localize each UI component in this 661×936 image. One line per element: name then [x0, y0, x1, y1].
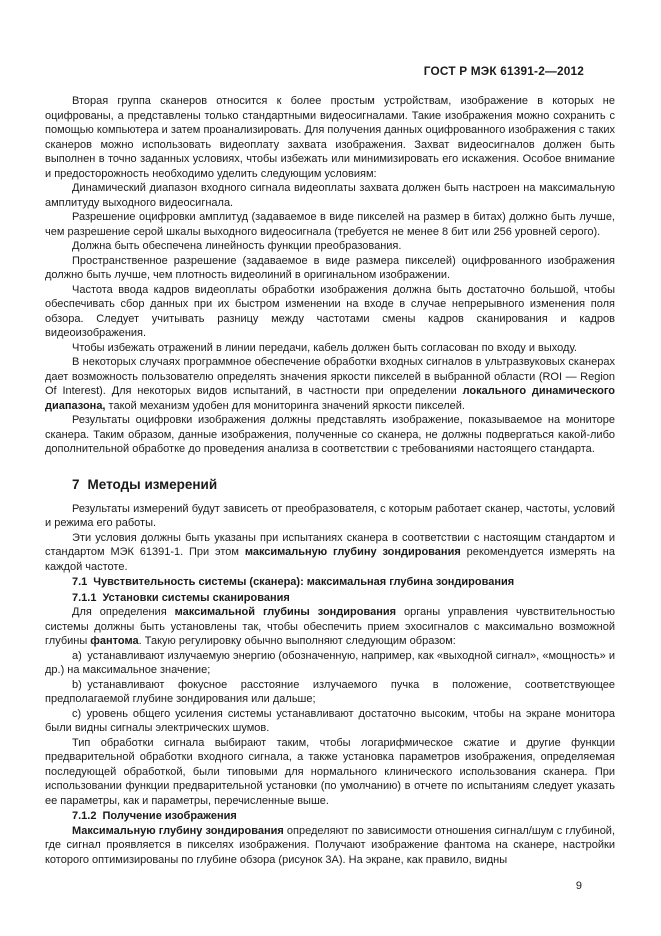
paragraph-08-bold-term: локального динамического диапазона, [45, 385, 615, 412]
section-heading-7 [45, 477, 615, 493]
paragraph-12-text-2: органы управления чувствительностью системы должны быть установлены так, чтобы обеспечить прием эхосигналов с максимально возможной глубины [45, 606, 615, 647]
section-number: 7 [72, 476, 80, 492]
text-block [45, 64, 615, 892]
paragraph-11-text-2: рекомендуется измерять на каждой частоте. [45, 546, 615, 573]
paragraph-05: Пространственное разрешение (задаваемое в виде размера пикселей) оцифрованного изображения должно быть лучше, чем плотность видеолиний в оригинальном изображении. [45, 254, 615, 281]
subsection-number: 7.1 [72, 576, 88, 588]
standard-code: ГОСТ Р МЭК 61391-2—2012 [423, 64, 584, 78]
paragraph-09: Результаты оцифровки изображения должны представлять изображение, показываемое на мониторе сканера. Таким образом, данные изображения, полученные со сканера, не должны подвергаться какой-либо дополнительной обработке до проведения анализа в соответствии с требованиями настоящего стандарта. [45, 414, 615, 455]
paragraph-11-text-1: Эти условия должны быть указаны при испытаниях сканера в соответствии с настоящим стандартом и стандартом МЭК 61391-1. При этом [45, 531, 615, 558]
paragraph-12 [45, 605, 615, 649]
paragraph-03: Разрешение оцифровки амплитуд (задаваемое в виде пикселей на размер в битах) должно быть лучше, чем разрешение серой шкалы выходного видеосигнала (требуется не менее 8 бит или 256 уровней серого). [45, 211, 615, 238]
subsection-number: 7.1.2 [72, 810, 97, 822]
paragraph-04: Должна быть обеспечена линейность функции преобразования. [72, 240, 402, 252]
paragraph-12-bold-term-1: максимальной глубины зондирования [174, 606, 397, 618]
paragraph-06: Частота ввода кадров видеоплаты обработки изображения должна быть достаточно большой, чтобы обеспечивать сбор данных при их быстром изменении на входе в случае непрерывного изменения поля обзора. Следует учитывать разницу между частотами смены кадров сканирования и кадров видеоизображения. [45, 283, 615, 339]
page-number: 9 [575, 880, 582, 892]
paragraph-17-bold-term: Максимальную глубину зондирования [72, 824, 284, 837]
subsection-title: Чувствительность системы (сканера): максимальная глубина зондирования [93, 576, 515, 588]
subsection-title: Получение изображения [102, 810, 237, 822]
paragraph-10: Результаты измерений будут зависеть от преобразователя, с которым работает сканер, частоты, условий и режима его работы. [45, 502, 615, 529]
paragraph-12-text-3: . Такую регулировку обычно выполняют следующим образом: [138, 635, 456, 647]
paragraph-12-text-1: Для определения [72, 606, 175, 618]
subsection-heading-7-1-1 [45, 591, 615, 606]
paragraph-02: Динамический диапазон входного сигнала видеоплаты захвата должен быть настроен на максимальную амплитуду выходного видеосигнала. [45, 182, 615, 209]
paragraph-17 [45, 824, 615, 868]
list-item-b: b) устанавливают фокусное расстояние излучаемого пучка в положение, соответствующее предполагаемой глубине зондирования или дальше; [45, 678, 615, 705]
list-item-a: a) устанавливают излучаемую энергию (обозначенную, например, как «выходной сигнал», «мощность» и др.) на максимальное значение; [45, 649, 615, 676]
paragraph-08-text-1: В некоторых случаях программное обеспечение обработки входных сигналов в ультразвуковых сканерах дает возможность пользователю определять значения яркости пикселей в выбранной области (ROI — Region Of Interest). Для некоторых видов испытаний, в частности при определении [45, 356, 615, 397]
paragraph-08-text-2: такой механизм удобен для мониторинга значений яркости пикселей. [105, 399, 465, 412]
document-header [45, 64, 615, 78]
paragraph-12-bold-term-2: фантома [90, 635, 139, 647]
paragraph-17-text: определяют по зависимости отношения сигнал/шум с глубиной, где сигнал проявляется в пикселях изображения. Получают изображение фантома на сканере, настройки которого оптимизированы по глубине обзора (рисунок 3А). На экране, как правило, видны [45, 824, 616, 866]
subsection-number: 7.1.1 [72, 591, 97, 604]
subsection-title: Установки системы сканирования [102, 591, 290, 604]
section-title: Методы измерений [87, 476, 218, 492]
paragraph-11-bold-term: максимальную глубину зондирования [244, 546, 461, 558]
paragraph-07: Чтобы избежать отражений в линии передачи, кабель должен быть согласован по входу и выходу. [72, 341, 577, 354]
paragraph-01: Вторая группа сканеров относится к более простым устройствам, изображение в которых не оцифрованы, а представлены только стандартными видеосигналами. Такие изображения можно сохранить с помощью компьютера и затем проанализировать. Для получения данных оцифрованного изображения с таких сканеров можно использовать видеоплату захвата изображения. Захват видеосигналов должен быть выполнен в точно заданных условиях, чтобы избежать или минимизировать его искажения. Особое внимание и предосторожность необходимо уделить следующим условиям: [45, 95, 615, 180]
paragraph-16: Тип обработки сигнала выбирают таким, чтобы логарифмическое сжатие и другие функции предварительной обработки входного сигнала, а также установка параметров изображения, определяемая последующей обработкой, были типовыми для нормального клинического использования сканера. При использовании функции предварительной установки (по умолчанию) в отчете по испытаниям следует указать ее параметры, как и параметры, перечисленные выше. [45, 736, 615, 807]
subsection-heading-7-1 [45, 575, 615, 590]
list-item-c: c) уровень общего усиления системы устанавливают достаточно высоким, чтобы на экране монитора были видны сигналы электрических шумов. [45, 707, 615, 734]
paragraph-11 [45, 531, 615, 575]
paragraph-08 [45, 355, 615, 413]
subsection-heading-7-1-2 [45, 809, 615, 824]
